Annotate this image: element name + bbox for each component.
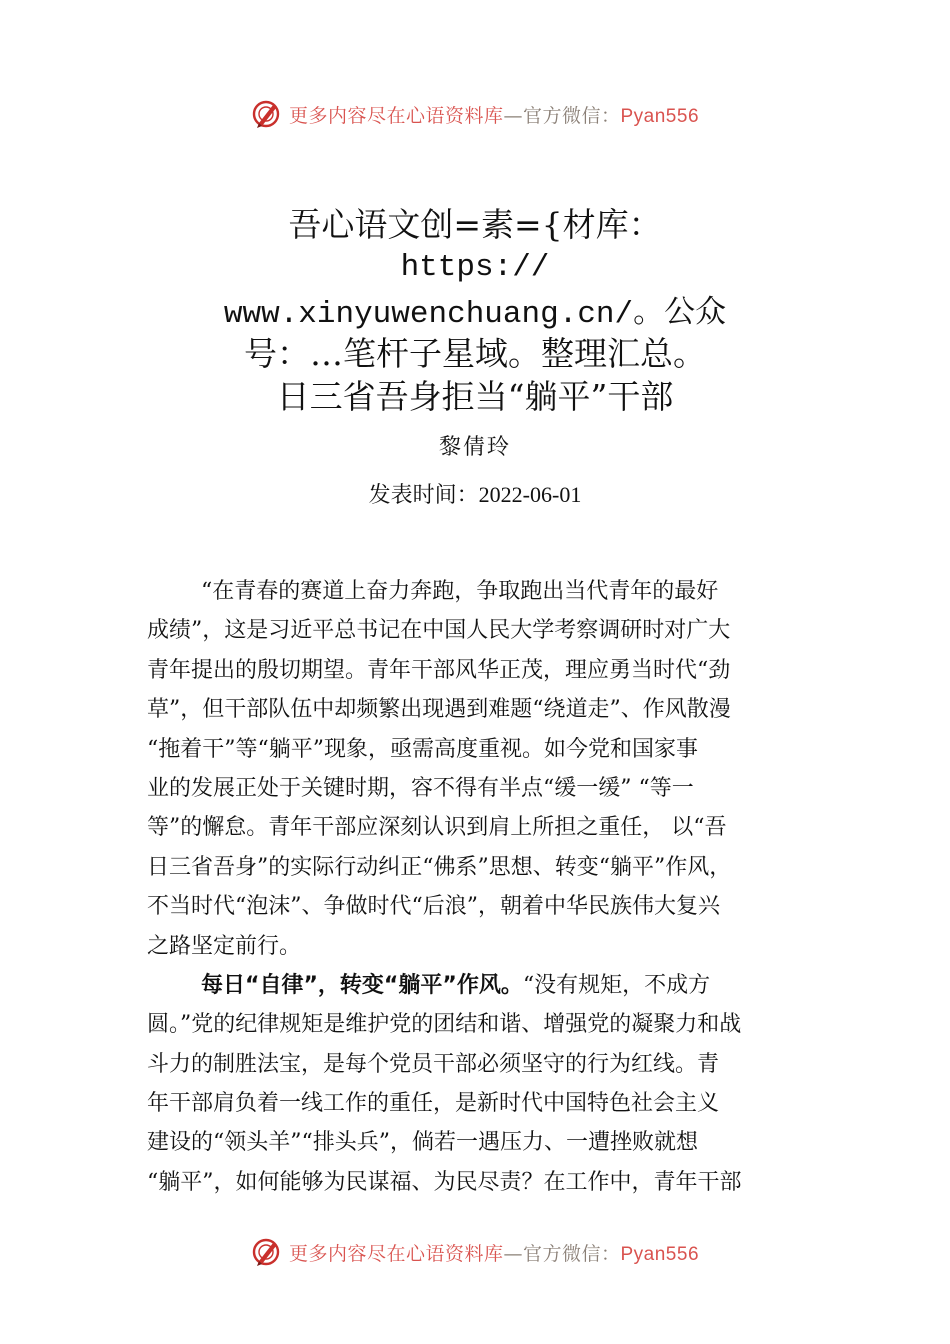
section-heading: 每日“自律”，转变“躺平”作风。 — [201, 972, 523, 998]
paragraph-line: 之路坚定前行。 — [147, 933, 302, 959]
watermark-banner-top — [0, 94, 950, 134]
paragraph-line: 草”，但干部队伍中却频繁出现遇到难题“绕道走”、作风散漫 — [147, 697, 731, 723]
watermark-banner-bottom — [0, 1232, 950, 1272]
paragraph-line: 成绩”，这是习近平总书记在中国人民大学考察调研时对广大 — [147, 618, 731, 644]
paragraph-line: 斗力的制胜法宝，是每个党员干部必须坚守的行为红线。青 — [147, 1051, 720, 1077]
banner-text: 更多内容尽在心语资料库—官方微信：Pyan556 — [288, 1242, 700, 1265]
article-body — [147, 572, 815, 1202]
paragraph-line: “在青春的赛道上奋力奔跑，争取跑出当代青年的最好 — [201, 579, 719, 604]
publish-date — [0, 478, 950, 509]
pen-logo-icon — [251, 99, 281, 129]
paragraph-line: “躺平”，如何能够为民谋福、为民尽责？在工作中，青年干部 — [147, 1169, 742, 1195]
paragraph-line: 等”的懈怠。青年干部应深刻认识到肩上所担之重任， 以“吾 — [147, 815, 727, 841]
pen-logo-icon — [251, 1237, 281, 1267]
title-line: www.xinyuwenchuang.cn/。公众 — [223, 297, 727, 332]
paragraph-line: 不当时代“泡沫”、争做时代“后浪”，朝着中华民族伟大复兴 — [147, 894, 720, 920]
paragraph-line: 圆。”党的纪律规矩是维护党的团结和谐、增强党的凝聚力和战 — [147, 1012, 742, 1038]
title-line: 日三省吾身拒当“躺平”干部 — [276, 377, 674, 416]
paragraph-line: 建设的“领头羊”“排头兵”，倘若一遇压力、一遭挫败就想 — [147, 1130, 698, 1156]
title-line: 吾心语文创=素={材库： — [288, 205, 662, 244]
paragraph-line: 每日“自律”，转变“躺平”作风。“没有规矩，不成方 — [201, 972, 711, 998]
author-name: 黎倩玲 — [438, 435, 511, 460]
paragraph-line: 青年提出的殷切期望。青年干部风华正茂，理应勇当时代“劲 — [147, 657, 731, 683]
banner-text: 更多内容尽在心语资料库—官方微信：Pyan556 — [288, 104, 700, 127]
title-line: https:// — [400, 250, 550, 285]
paragraph-line: “拖着干”等“躺平”现象，亟需高度重视。如今党和国家事 — [147, 736, 698, 762]
publish-date-value: 2022-06-01 — [478, 482, 582, 507]
title-line: 号：…笔杆子星域。整理汇总。 — [244, 334, 706, 373]
paragraph-line: 年干部肩负着一线工作的重任，是新时代中国特色社会主义 — [147, 1091, 720, 1117]
publish-date-label: 发表时间： — [368, 483, 479, 508]
paragraph-line: 日三省吾身”的实际行动纠正“佛系”思想、转变“躺平”作风， — [147, 854, 732, 880]
paragraph-line: 业的发展正处于关键时期，容不得有半点“缓一缓” “等一 — [147, 775, 694, 801]
document-title — [100, 203, 850, 418]
